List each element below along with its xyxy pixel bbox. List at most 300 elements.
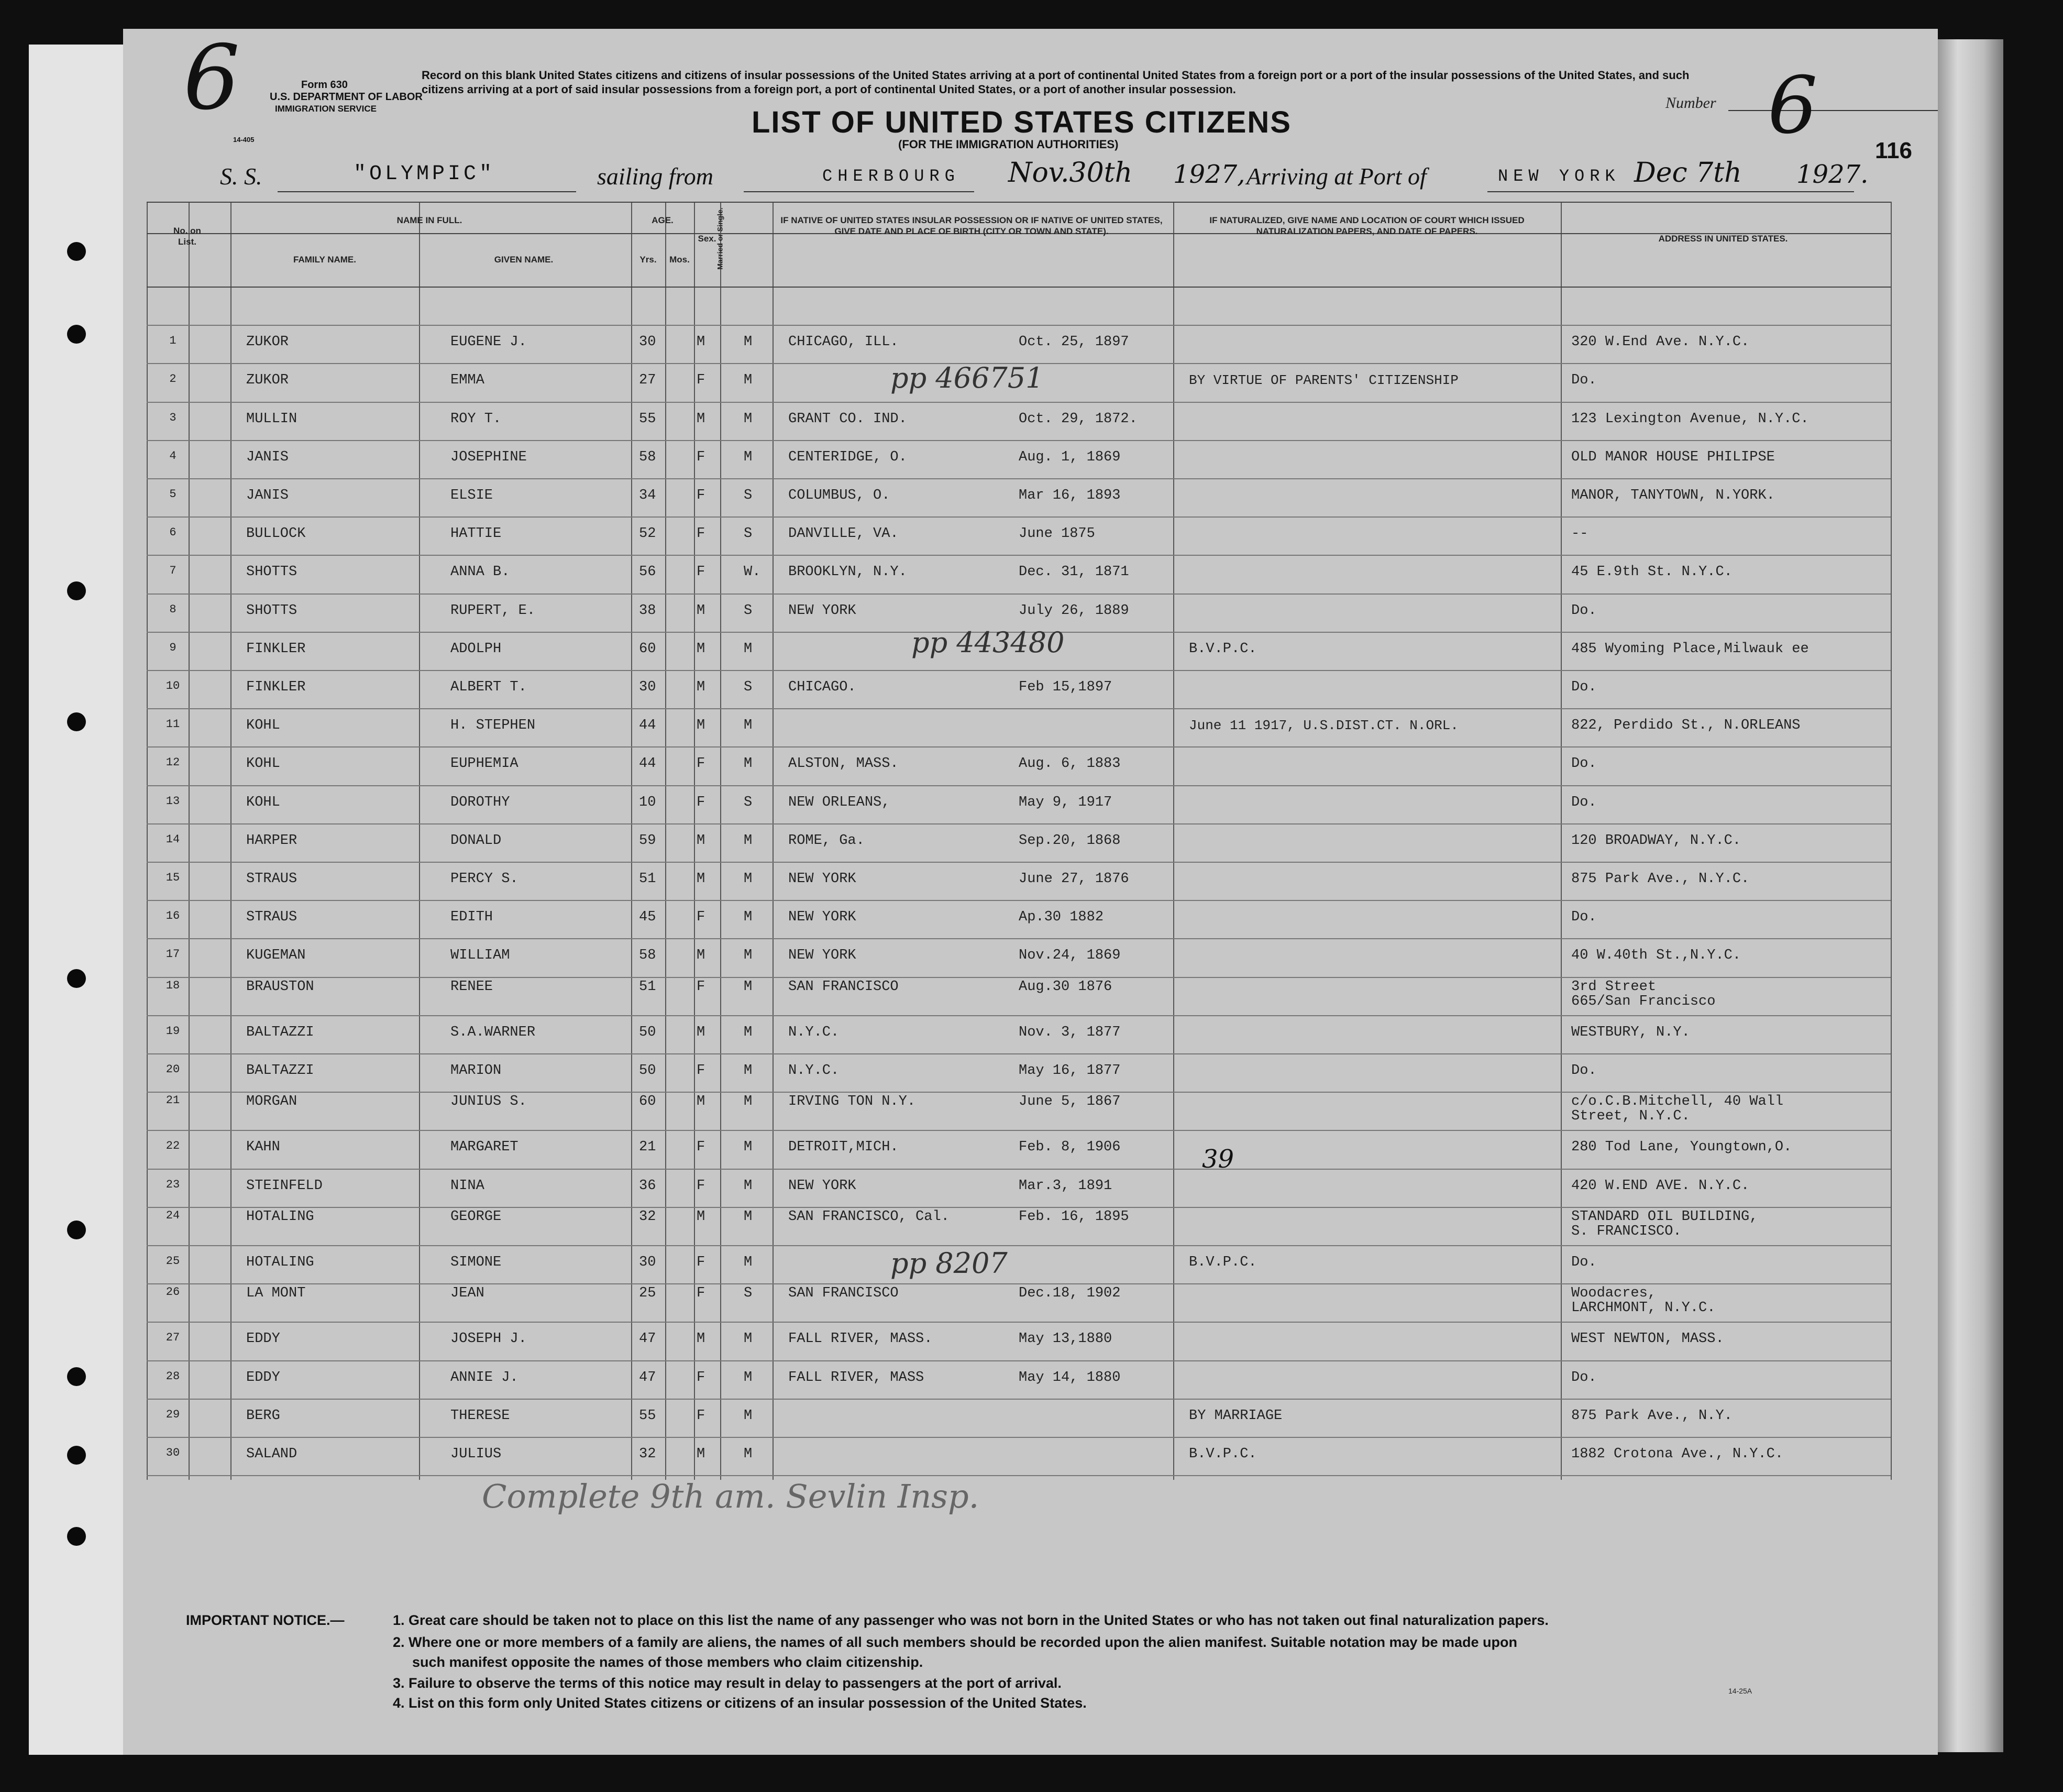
birth-place: DETROIT,MICH. (788, 1139, 899, 1155)
address: 822, Perdido St., N.ORLEANS (1571, 718, 1801, 733)
family-name: KOHL (246, 795, 280, 810)
sex: M (697, 871, 705, 887)
row-number: 24 (166, 1209, 180, 1222)
sex: M (697, 641, 705, 657)
given-name: ANNIE J. (450, 1370, 518, 1386)
given-name: EUPHEMIA (450, 756, 518, 772)
age-years: 30 (639, 679, 656, 695)
table-row (147, 449, 1891, 481)
address: WEST NEWTON, MASS. (1571, 1331, 1724, 1347)
family-name: EDDY (246, 1370, 280, 1386)
birth-place: ALSTON, MASS. (788, 756, 899, 772)
address: c/o.C.B.Mitchell, 40 Wall (1571, 1094, 1784, 1109)
marital-status: M (744, 909, 753, 925)
given-name: EMMA (450, 372, 484, 388)
address: Do. (1571, 1063, 1597, 1079)
marital-status: M (744, 641, 753, 657)
row-number: 10 (166, 679, 180, 692)
row-number: 23 (166, 1178, 180, 1191)
row-number: 6 (169, 526, 176, 539)
marital-status: M (744, 1063, 753, 1079)
birth-date: Mar.3, 1891 (1019, 1178, 1112, 1194)
age-years: 30 (639, 334, 656, 350)
address-line-2: Street, N.Y.C. (1571, 1108, 1690, 1124)
birth-place: NEW YORK (788, 1178, 856, 1194)
family-name: HOTALING (246, 1209, 314, 1225)
birth-date: Aug. 6, 1883 (1019, 756, 1121, 772)
table-row (147, 1331, 1891, 1362)
family-name: KAHN (246, 1139, 280, 1155)
birth-place: CENTERIDGE, O. (788, 449, 907, 465)
next-page-edge (1938, 39, 2003, 1752)
table-row (147, 1139, 1891, 1171)
sex: M (697, 679, 705, 695)
sex: F (697, 488, 705, 503)
col-mos: Mos. (669, 255, 690, 265)
address: WESTBURY, N.Y. (1571, 1025, 1690, 1040)
marital-status: S (744, 488, 753, 503)
form-department: U.S. DEPARTMENT OF LABOR (270, 91, 423, 103)
notice-item: 2. Where one or more members of a family are aliens, the names of all such members should be recorded upon the alien manifest. Suitable notation may be made upon (393, 1634, 1518, 1650)
family-name: KOHL (246, 718, 280, 733)
address: Do. (1571, 1255, 1597, 1270)
address: 485 Wyoming Place,Milwauk ee (1571, 641, 1809, 657)
family-name: SHOTTS (246, 564, 297, 580)
address: -- (1571, 526, 1588, 542)
marital-status: M (744, 1094, 753, 1109)
given-name: ROY T. (450, 411, 502, 427)
form-service: IMMIGRATION SERVICE (275, 104, 377, 114)
age-years: 32 (639, 1446, 656, 1462)
birth-place: IRVING TON N.Y. (788, 1094, 916, 1109)
marital-status: M (744, 979, 753, 995)
table-row (147, 979, 1891, 1010)
marital-status: S (744, 679, 753, 695)
row-number: 8 (169, 603, 176, 616)
form-subtitle: (FOR THE IMMIGRATION AUTHORITIES) (898, 138, 1119, 151)
arrival-underline (1487, 191, 1854, 192)
row-number: 19 (166, 1025, 180, 1038)
given-name: DONALD (450, 833, 502, 849)
age-years: 45 (639, 909, 656, 925)
given-name: JUNIUS S. (450, 1094, 527, 1109)
table-row (147, 1209, 1891, 1240)
notice-item: 4. List on this form only United States citizens or citizens of an insular possession of the United States. (393, 1695, 1087, 1711)
marital-status: M (744, 756, 753, 772)
col-given-name: GIVEN NAME. (494, 255, 554, 265)
table-row (147, 411, 1891, 443)
address: 420 W.END AVE. N.Y.C. (1571, 1178, 1750, 1194)
given-name: PERCY S. (450, 871, 518, 887)
address: 875 Park Ave., N.Y.C. (1571, 871, 1750, 887)
birth-place: FALL RIVER, MASS (788, 1370, 924, 1386)
birth-date: Nov. 3, 1877 (1019, 1025, 1121, 1040)
family-name: HARPER (246, 833, 297, 849)
table-row (147, 871, 1891, 903)
sex: M (697, 833, 705, 849)
birth-place: DANVILLE, VA. (788, 526, 899, 542)
birth-date: May 9, 1917 (1019, 795, 1112, 810)
age-years: 60 (639, 1094, 656, 1109)
sex: F (697, 1370, 705, 1386)
table-row (147, 488, 1891, 519)
notice-item: 1. Great care should be taken not to place on this list the name of any passenger who was not born in the United States or who has not taken out final naturalization papers. (393, 1612, 1549, 1628)
marital-status: M (744, 1370, 753, 1386)
given-name: S.A.WARNER (450, 1025, 536, 1040)
given-name: ELSIE (450, 488, 493, 503)
marital-status: M (744, 334, 753, 350)
col-yrs: Yrs. (639, 255, 657, 265)
family-name: BERG (246, 1408, 280, 1424)
row-number: 4 (169, 449, 176, 463)
address: 875 Park Ave., N.Y. (1571, 1408, 1733, 1424)
binding-hole (67, 242, 86, 261)
given-name: ANNA B. (450, 564, 510, 580)
family-name: FINKLER (246, 679, 306, 695)
marital-status: M (744, 449, 753, 465)
voyage-line (220, 157, 1870, 199)
family-name: JANIS (246, 488, 289, 503)
age-years: 60 (639, 641, 656, 657)
sex: F (697, 372, 705, 388)
binding-hole (67, 581, 86, 600)
table-row (147, 1285, 1891, 1317)
sex: F (697, 1178, 705, 1194)
age-years: 38 (639, 603, 656, 619)
row-number: 28 (166, 1370, 180, 1383)
birth-date: Mar 16, 1893 (1019, 488, 1121, 503)
row-number: 16 (166, 909, 180, 922)
ship-underline (278, 191, 576, 192)
sex: F (697, 909, 705, 925)
naturalization: BY VIRTUE OF PARENTS' CITIZENSHIP (1189, 372, 1459, 388)
table-row (147, 679, 1891, 711)
marital-status: S (744, 526, 753, 542)
sex: F (697, 795, 705, 810)
number-label: Number (1665, 94, 1716, 112)
col-birth: IF NATIVE OF UNITED STATES INSULAR POSSESSION OR IF NATIVE OF UNITED STATES, GIVE DATE AND PLACE OF BIRTH (CITY OR TOWN AND STATE). (780, 215, 1163, 236)
given-name: RUPERT, E. (450, 603, 536, 619)
age-years: 44 (639, 756, 656, 772)
row-number: 18 (166, 979, 180, 992)
birth-place: SAN FRANCISCO (788, 979, 899, 995)
binding-hole (67, 1367, 86, 1386)
naturalization: June 11 1917, U.S.DIST.CT. N.ORL. (1189, 718, 1459, 733)
age-years: 30 (639, 1255, 656, 1270)
family-name: BRAUSTON (246, 979, 314, 995)
row-number: 3 (169, 411, 176, 424)
age-years: 50 (639, 1025, 656, 1040)
family-name: EDDY (246, 1331, 280, 1347)
given-name: RENEE (450, 979, 493, 995)
age-years: 51 (639, 871, 656, 887)
naturalization: B.V.P.C. (1189, 1446, 1257, 1462)
birth-date: June 5, 1867 (1019, 1094, 1121, 1109)
row-number: 9 (169, 641, 176, 654)
birth-date: Sep.20, 1868 (1019, 833, 1121, 849)
col-family-name: FAMILY NAME. (293, 255, 356, 265)
sex: F (697, 1063, 705, 1079)
marital-status: M (744, 1408, 753, 1424)
address: 3rd Street (1571, 979, 1657, 995)
birth-date: Nov.24, 1869 (1019, 948, 1121, 963)
binding-hole (67, 969, 86, 988)
family-name: STRAUS (246, 871, 297, 887)
given-name: JEAN (450, 1285, 484, 1301)
notice-heading: IMPORTANT NOTICE.— (186, 1612, 345, 1628)
address: 1882 Crotona Ave., N.Y.C. (1571, 1446, 1784, 1462)
birth-place: NEW ORLEANS, (788, 795, 890, 810)
marital-status: M (744, 833, 753, 849)
age-years: 51 (639, 979, 656, 995)
row-number: 15 (166, 871, 180, 884)
form-title: LIST OF UNITED STATES CITIZENS (752, 105, 1292, 139)
sex: F (697, 526, 705, 542)
birth-date: Aug.30 1876 (1019, 979, 1112, 995)
sailing-label: sailing from (597, 163, 713, 190)
form-code: 14-405 (233, 136, 255, 144)
family-name: BULLOCK (246, 526, 306, 542)
table-row (147, 795, 1891, 826)
address: OLD MANOR HOUSE PHILIPSE (1571, 449, 1775, 465)
table-row (147, 1370, 1891, 1401)
birth-date: May 13,1880 (1019, 1331, 1112, 1347)
sail-year: 1927, (1173, 160, 1245, 189)
given-name: JULIUS (450, 1446, 502, 1462)
marital-status: M (744, 1209, 753, 1225)
family-name: LA MONT (246, 1285, 306, 1301)
sail-date: Nov.30th (1008, 157, 1133, 189)
notice-item: such manifest opposite the names of those members who claim citizenship. (412, 1654, 923, 1670)
address: Do. (1571, 756, 1597, 772)
birth-date: Dec. 31, 1871 (1019, 564, 1129, 580)
row-number: 17 (166, 948, 180, 961)
row-number: 13 (166, 795, 180, 808)
address: Do. (1571, 909, 1597, 925)
col-address: ADDRESS IN UNITED STATES. (1658, 234, 1788, 244)
address: MANOR, TANYTOWN, N.YORK. (1571, 488, 1775, 503)
given-name: HATTIE (450, 526, 502, 542)
address: Woodacres, (1571, 1285, 1657, 1301)
binding-hole (67, 1446, 86, 1465)
birth-date: Feb. 8, 1906 (1019, 1139, 1121, 1155)
family-name: SALAND (246, 1446, 297, 1462)
row-number: 12 (166, 756, 180, 769)
sex: F (697, 1408, 705, 1424)
given-name: WILLIAM (450, 948, 510, 963)
marital-status: M (744, 1446, 753, 1462)
birth-place: SAN FRANCISCO (788, 1285, 899, 1301)
sex: M (697, 1094, 705, 1109)
marital-status: M (744, 1025, 753, 1040)
sex: M (697, 334, 705, 350)
birth-place: ROME, Ga. (788, 833, 865, 849)
number-underline (1728, 110, 1938, 111)
age-years: 58 (639, 449, 656, 465)
address: Do. (1571, 679, 1597, 695)
given-name: ADOLPH (450, 641, 502, 657)
birth-date: Aug. 1, 1869 (1019, 449, 1121, 465)
handwritten-mark: 39 (1202, 1145, 1234, 1174)
birth-date: Dec.18, 1902 (1019, 1285, 1121, 1301)
footer-code: 14-25A (1728, 1687, 1752, 1695)
marital-status: M (744, 1139, 753, 1155)
table-row (147, 1025, 1891, 1056)
sex: M (697, 411, 705, 427)
notice-item: 3. Failure to observe the terms of this notice may result in delay to passengers at the port of arrival. (393, 1675, 1062, 1691)
age-years: 34 (639, 488, 656, 503)
row-number: 5 (169, 488, 176, 501)
address: 280 Tod Lane, Youngtown,O. (1571, 1139, 1792, 1155)
birth-place: N.Y.C. (788, 1025, 840, 1040)
address: 40 W.40th St.,N.Y.C. (1571, 948, 1741, 963)
sex: M (697, 948, 705, 963)
given-name: GEORGE (450, 1209, 502, 1225)
family-name: ZUKOR (246, 372, 289, 388)
row-number: 11 (166, 718, 180, 731)
marital-status: M (744, 1178, 753, 1194)
row-number: 22 (166, 1139, 180, 1152)
marital-status: M (744, 1331, 753, 1347)
family-name: BALTAZZI (246, 1025, 314, 1040)
family-name: SHOTTS (246, 603, 297, 619)
birth-place: CHICAGO. (788, 679, 856, 695)
address: Do. (1571, 603, 1597, 619)
family-name: KUGEMAN (246, 948, 306, 963)
naturalization: BY MARRIAGE (1189, 1408, 1283, 1424)
birth-place: COLUMBUS, O. (788, 488, 890, 503)
table-row (147, 833, 1891, 864)
row-number: 14 (166, 833, 180, 846)
age-years: 56 (639, 564, 656, 580)
age-years: 10 (639, 795, 656, 810)
address: 320 W.End Ave. N.Y.C. (1571, 334, 1750, 350)
age-years: 55 (639, 411, 656, 427)
birth-place: N.Y.C. (788, 1063, 840, 1079)
given-name: SIMONE (450, 1255, 502, 1270)
given-name: EUGENE J. (450, 334, 527, 350)
row-number: 30 (166, 1446, 180, 1459)
address: Do. (1571, 1370, 1597, 1386)
sex: M (697, 1331, 705, 1347)
handwritten-passport-1: pp 466751 (890, 361, 1044, 394)
birth-place: NEW YORK (788, 603, 856, 619)
given-name: ALBERT T. (450, 679, 527, 695)
number-value: 6 (1768, 60, 1818, 151)
age-years: 36 (639, 1178, 656, 1194)
naturalization: B.V.P.C. (1189, 1255, 1257, 1270)
given-name: EDITH (450, 909, 493, 925)
birth-place: GRANT CO. IND. (788, 411, 907, 427)
handwritten-passport-2: pp 443480 (911, 626, 1065, 659)
col-naturalized: IF NATURALIZED, GIVE NAME AND LOCATION OF COURT WHICH ISSUED NATURALIZATION PAPERS, AND DATE OF PAPERS. (1209, 215, 1525, 236)
age-years: 32 (639, 1209, 656, 1225)
marital-status: M (744, 718, 753, 733)
table-row (147, 334, 1891, 366)
col-sex: Sex. (698, 234, 716, 244)
row-number: 7 (169, 564, 176, 577)
marital-status: M (744, 411, 753, 427)
marital-status: M (744, 372, 753, 388)
page-number: 116 (1875, 138, 1912, 163)
col-married: Married or Single. (715, 207, 724, 270)
address: Do. (1571, 372, 1597, 388)
birth-place: BROOKLYN, N.Y. (788, 564, 907, 580)
birth-date: May 14, 1880 (1019, 1370, 1121, 1386)
sex: M (697, 603, 705, 619)
birth-date: Oct. 25, 1897 (1019, 334, 1129, 350)
birth-place: CHICAGO, ILL. (788, 334, 899, 350)
age-years: 55 (639, 1408, 656, 1424)
birth-place: NEW YORK (788, 871, 856, 887)
given-name: H. STEPHEN (450, 718, 536, 733)
table-row (147, 526, 1891, 557)
given-name: DOROTHY (450, 795, 510, 810)
birth-date: Feb 15,1897 (1019, 679, 1112, 695)
row-number: 1 (169, 334, 176, 347)
table-row (147, 564, 1891, 596)
given-name: MARION (450, 1063, 502, 1079)
birth-place: FALL RIVER, MASS. (788, 1331, 933, 1347)
age-years: 50 (639, 1063, 656, 1079)
given-name: JOSEPHINE (450, 449, 527, 465)
birth-place: NEW YORK (788, 909, 856, 925)
birth-date: Feb. 16, 1895 (1019, 1209, 1129, 1225)
age-years: 44 (639, 718, 656, 733)
family-name: STRAUS (246, 909, 297, 925)
birth-date: June 27, 1876 (1019, 871, 1129, 887)
sex: F (697, 756, 705, 772)
from-port: CHERBOURG (822, 167, 960, 186)
given-name: JOSEPH J. (450, 1331, 527, 1347)
marital-status: M (744, 1255, 753, 1270)
age-years: 58 (639, 948, 656, 963)
binding-hole (67, 712, 86, 731)
table-row (147, 1063, 1891, 1094)
sex: F (697, 1285, 705, 1301)
arrival-date: Dec 7th (1634, 157, 1742, 189)
age-years: 25 (639, 1285, 656, 1301)
col-age: AGE. (652, 215, 674, 225)
table-row (147, 1446, 1891, 1478)
address: STANDARD OIL BUILDING, (1571, 1209, 1758, 1225)
arriving-label: Arriving at Port of (1246, 163, 1427, 190)
given-name: NINA (450, 1178, 484, 1194)
row-number: 25 (166, 1255, 180, 1268)
row-number: 20 (166, 1063, 180, 1076)
marital-status: M (744, 948, 753, 963)
birth-date: Oct. 29, 1872. (1019, 411, 1138, 427)
table-row (147, 1255, 1891, 1286)
form-no: Form 630 (301, 79, 348, 91)
binding-hole (67, 1221, 86, 1239)
table-row (147, 718, 1891, 749)
family-name: STEINFELD (246, 1178, 323, 1194)
sex: M (697, 1025, 705, 1040)
sex: F (697, 1139, 705, 1155)
family-name: FINKLER (246, 641, 306, 657)
address-line-2: LARCHMONT, N.Y.C. (1571, 1300, 1716, 1316)
age-years: 27 (639, 372, 656, 388)
given-name: MARGARET (450, 1139, 518, 1155)
sex: F (697, 979, 705, 995)
sex: F (697, 564, 705, 580)
naturalization: B.V.P.C. (1189, 641, 1257, 657)
marital-status: S (744, 1285, 753, 1301)
birth-date: July 26, 1889 (1019, 603, 1129, 619)
address-line-2: S. FRANCISCO. (1571, 1224, 1682, 1239)
row-number: 27 (166, 1331, 180, 1344)
